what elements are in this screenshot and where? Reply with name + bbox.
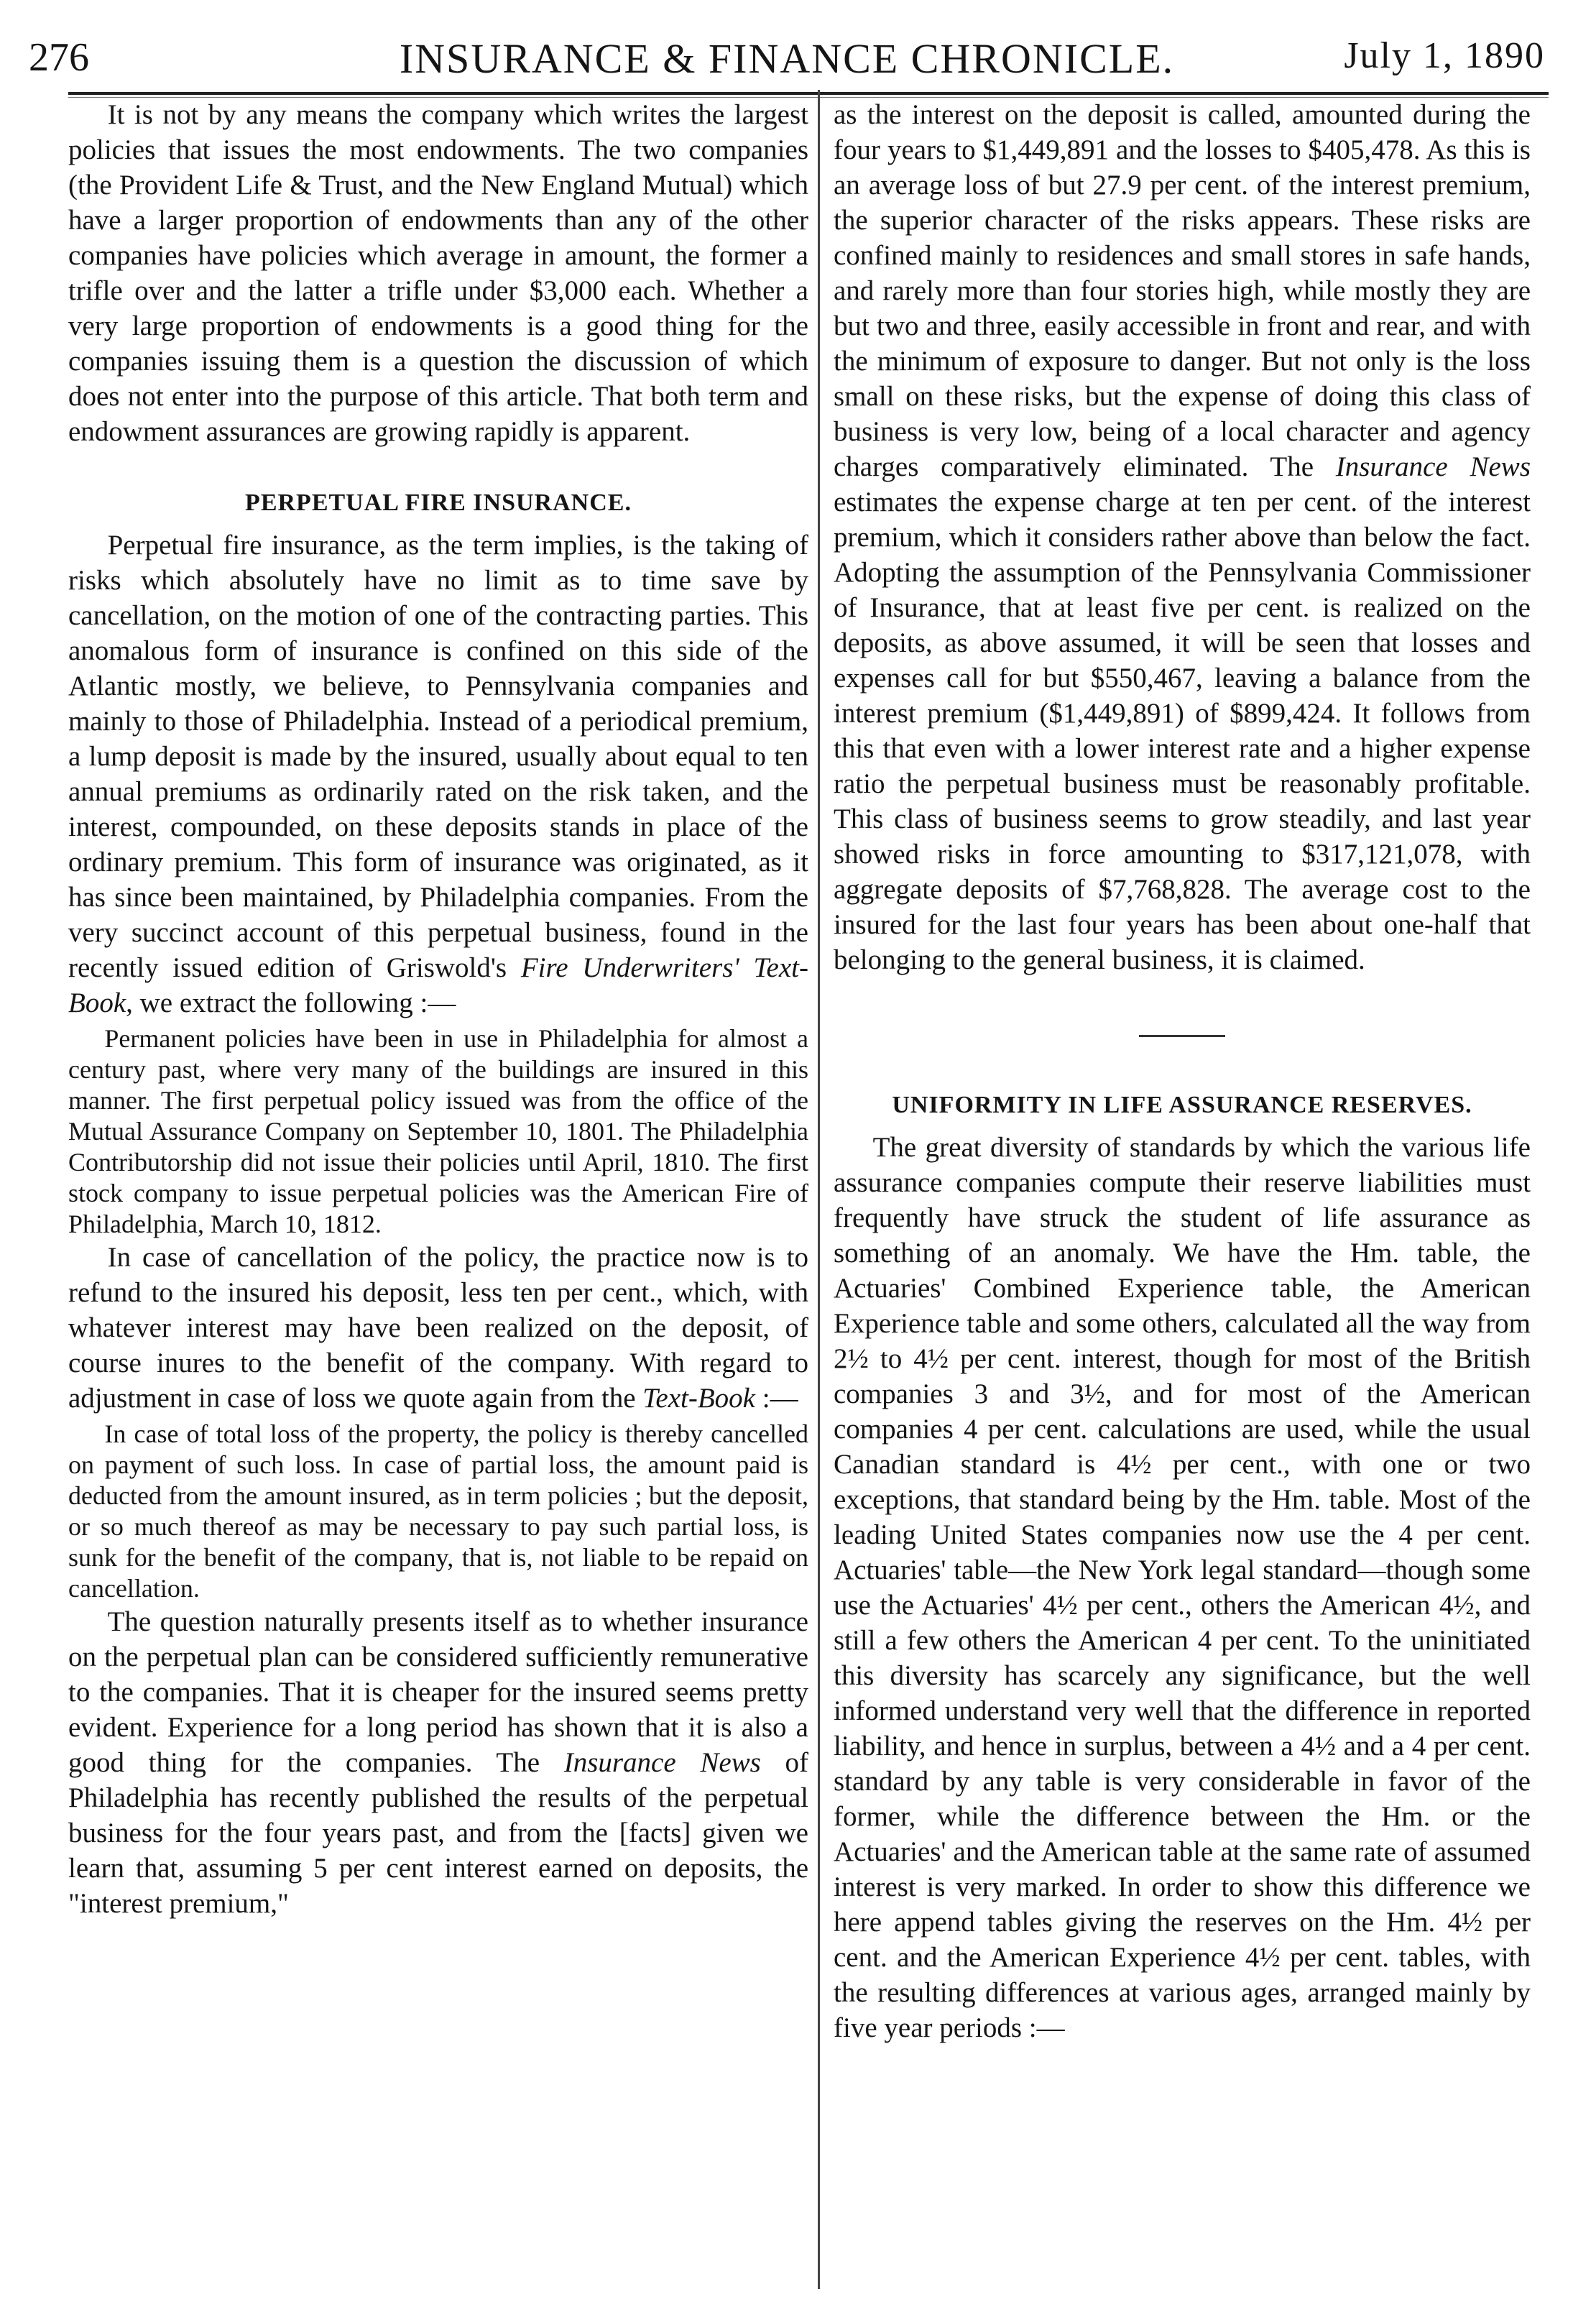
column-divider (818, 90, 820, 2289)
header-rule (68, 92, 1549, 95)
section-title-perpetual-fire: PERPETUAL FIRE INSURANCE. (245, 489, 632, 516)
uniformity-paragraph: The great diversity of standards by which the various life assurance companies compute their reserve liabilities must frequently have struck the student of life assurance as something of an anomaly. We have the Hm. table, the Actuaries' Combined Experience table, the American Experience table and some others, calculated all the way from 2½ to 4½ per cent. interest, though for most of the British companies 3 and 3½, and for most of the American companies 4 per cent. calculations are used, while the usual Canadian standard is 4½ per cent., with one or two exceptions, that standard being by the Hm. table. Most of the leading United States companies now use the 4 per cent. Actuaries' table—the New York legal standard—though some use the Actuaries' 4½ per cent., others the American 4½, and still a few others the American 4 per cent. To the uninitiated this diversity has scarcely any significance, but the well informed understand very well that the difference in reported liability, and hence in surplus, between a 4½ and a 4 per cent. standard by any table is very considerable in favor of the former, while the difference between the Hm. or the Actuaries' and the American table at the same rate of assumed interest is very marked. In order to show this difference we here append tables giving the reserves on the Hm. 4½ per cent. and the American Experience 4½ per cent. tables, with the resulting differences at various ages, arranged mainly by five year periods :— (834, 1132, 1531, 2043)
book-title: Fire Underwriters' Text-Book (68, 952, 808, 1018)
page-header (29, 13, 1545, 85)
quote-paragraph-2: In case of total loss of the property, the policy is thereby cancelled on payment of such loss. In case of partial loss, the amount paid is deducted from the amount insured, as in term policies ; but the deposit, or so much thereof as may be necessary to pay such partial loss, is sunk for the benefit of the company, that is, not liable to be repaid on cancellation. (68, 1419, 808, 1603)
section-title-uniformity: UNIFORMITY IN LIFE ASSURANCE RESERVES. (892, 1092, 1472, 1118)
quote-paragraph-1: Permanent policies have been in use in Philadelphia for almost a century past, where very many of the buildings are insured in this manner. The first perpetual policy issued was from the office of the Mutual Assurance Company on September 10, 1801. The Philadelphia Contributorship did not issue their policies until April, 1810. The first stock company to issue perpetual policies was the American Fire of Philadelphia, March 10, 1812. (68, 1024, 808, 1238)
section-divider (1139, 1035, 1225, 1037)
intro-paragraph: It is not by any means the company which writes the largest policies that issues the most endowments. The two companies (the Provident Life & Trust, and the New England Mutual) which have a larger proportion of endowments than any of the other companies have policies which average in amount, the former a trifle over and the latter a trifle under $3,000 each. Whether a very large proportion of endowments is a good thing for the companies issuing them is a question the discussion of which does not enter into the purpose of this article. That both term and endowment assurances are growing rapidly is apparent. (68, 99, 808, 447)
newspaper-title: Insurance News (1335, 451, 1531, 482)
perpetual-continuation: as the interest on the deposit is called, amounted during the four years to $1,449,891 and the losses to $405,478. As this is an average loss of but 27.9 per cent. of the interest premium, the superior character of the risks appears. These risks are confined mainly to residences and small stores in safe hands, and rarely more than four stories high, while mostly they are but two and three, easily accessible in front and rear, and with the minimum of exposure to danger. But not only is the loss small on these risks, but the expense of doing this class of business is very low, being of a local character and agency charges comparatively eliminated. The Insurance News estimates the expense charge at ten per cent. of the interest premium, which it considers rather above than below the fact. Adopting the assumption of the Pennsylvania Commissioner of Insurance, that at least five per cent. is realized on the deposits, as above assumed, it will be seen that losses and expenses call for but $550,467, leaving a balance from the interest premium ($1,449,891) of $899,424. It follows from this that even with a lower interest rate and a higher expense ratio the perpetual business must be reasonably profitable. This class of business seems to grow steadily, and last year showed risks in force amounting to $317,121,078, with aggregate deposits of $7,768,828. The average cost to the insured for the last four years has been about one-half that belonging to the general business, it is claimed. (834, 99, 1531, 975)
book-title-short: Text-Book (642, 1383, 755, 1414)
perpetual-paragraph-1: Perpetual fire insurance, as the term implies, is the taking of risks which absolutely have no limit as to time save by cancellation, on the motion of one of the contracting parties. This anomalous form of insurance is confined on this side of the Atlantic mostly, we believe, to Pennsylvania companies and mainly to those of Philadelphia. Instead of a periodical premium, a lump deposit is made by the insured, usually about equal to ten annual premiums as ordinarily rated on the risk taken, and the interest, compounded, on these deposits stands in place of the ordinary premium. This form of insurance was originated, as it has since been maintained, by Philadelphia companies. From the very succinct account of this perpetual business, found in the recently issued edition of Griswold's Fire Underwriters' Text-Book, we extract the following :— (68, 530, 808, 1018)
publication-title: INSURANCE & FINANCE CHRONICLE. (399, 35, 1175, 82)
right-column (834, 97, 1531, 2045)
page-number: 276 (29, 35, 89, 80)
left-column (68, 97, 808, 1921)
issue-date: July 1, 1890 (1344, 35, 1545, 76)
newspaper-title: Insurance News (563, 1747, 761, 1778)
perpetual-paragraph-3: The question naturally presents itself as to whether insurance on the perpetual plan can be considered sufficiently remunerative to the companies. That it is cheaper for the insured seems pretty evident. Experience for a long period has shown that it is also a good thing for the companies. The Insurance News of Philadelphia has recently published the results of the perpetual business for the four years past, and from the [facts] given we learn that, assuming 5 per cent interest earned on deposits, the "interest premium," (68, 1606, 808, 1919)
perpetual-paragraph-2: In case of cancellation of the policy, the practice now is to refund to the insured his deposit, less ten per cent., which, with whatever interest may have been realized on the deposit, of course inures to the benefit of the company. With regard to adjustment in case of loss we quote again from the Text-Book :— (68, 1242, 808, 1414)
